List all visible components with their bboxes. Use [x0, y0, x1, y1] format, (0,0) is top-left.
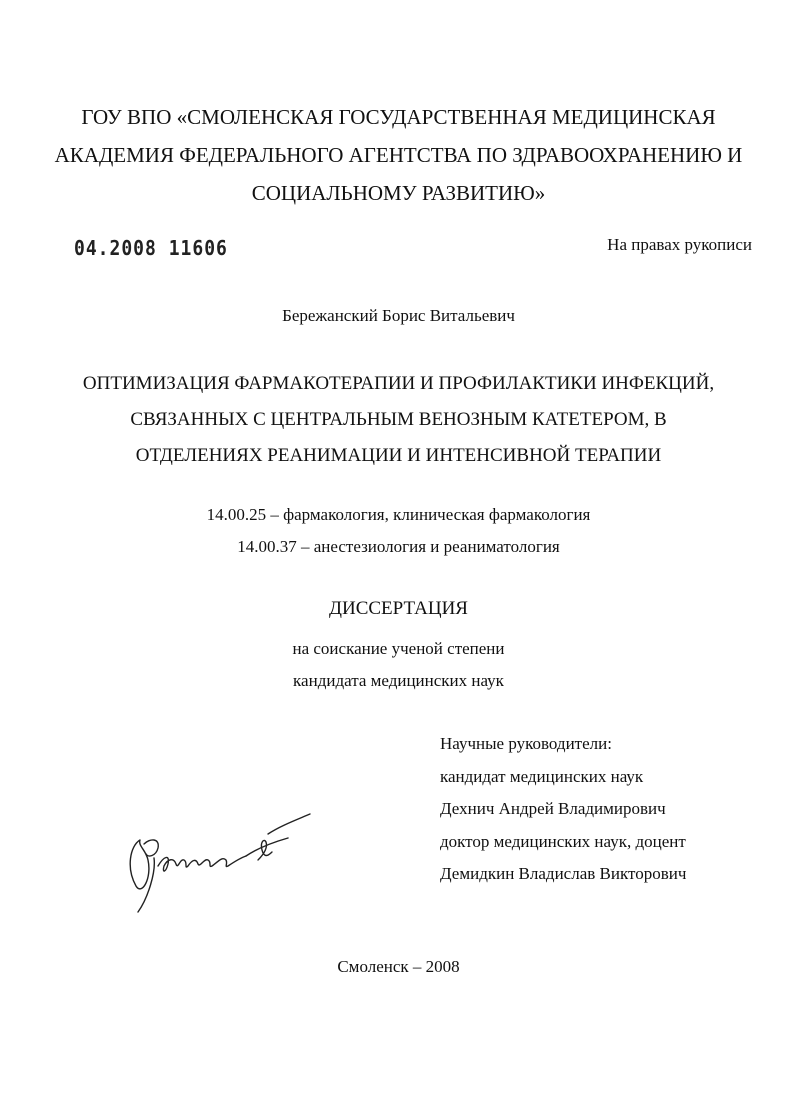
supervisors-heading: Научные руководители:	[440, 734, 612, 753]
supervisor-line-1: кандидат медицинских наук	[440, 766, 644, 786]
handwritten-signature	[118, 808, 318, 918]
specialty-2: 14.00.37 – анестезиология и реаниматология	[237, 537, 560, 556]
degree-line-2: кандидата медицинских наук	[293, 671, 504, 690]
author-name: Бережанский Борис Витальевич	[282, 306, 515, 325]
degree-info	[0, 633, 797, 697]
registry-stamp-code: 04.2008 11606	[74, 236, 228, 261]
dissertation-title	[0, 366, 797, 474]
title-line-3: ОТДЕЛЕНИЯХ РЕАНИМАЦИИ И ИНТЕНСИВНОЙ ТЕРАПИИ	[135, 445, 662, 466]
institution-line-1: ГОУ ВПО «СМОЛЕНСКАЯ ГОСУДАРСТВЕННАЯ МЕДИЦИНСКАЯ	[81, 105, 716, 129]
supervisor-line-2: Дехнич Андрей Владимирович	[440, 799, 666, 818]
title-line-2: СВЯЗАННЫХ С ЦЕНТРАЛЬНЫМ ВЕНОЗНЫМ КАТЕТЕРОМ, В	[130, 409, 667, 430]
supervisor-line-3: доктор медицинских наук, доцент	[440, 831, 686, 851]
city-year: Смоленск – 2008	[337, 957, 460, 976]
rights-note: На правах рукописи	[607, 235, 752, 254]
title-line-1: ОПТИМИЗАЦИЯ ФАРМАКОТЕРАПИИ И ПРОФИЛАКТИКИ ИНФЕКЦИЙ,	[82, 373, 715, 394]
institution-header	[0, 98, 797, 212]
specialty-1: 14.00.25 – фармакология, клиническая фармакология	[206, 505, 591, 524]
degree-line-1: на соискание ученой степени	[292, 639, 505, 658]
supervisors-block	[440, 728, 686, 891]
institution-line-2: АКАДЕМИЯ ФЕДЕРАЛЬНОГО АГЕНТСТВА ПО ЗДРАВООХРАНЕНИЮ И	[54, 143, 743, 167]
institution-line-3: СОЦИАЛЬНОМУ РАЗВИТИЮ»	[251, 181, 546, 205]
supervisor-line-4: Демидкин Владислав Викторович	[440, 864, 687, 883]
specialties	[0, 499, 797, 563]
dissertation-heading: ДИССЕРТАЦИЯ	[329, 598, 468, 619]
